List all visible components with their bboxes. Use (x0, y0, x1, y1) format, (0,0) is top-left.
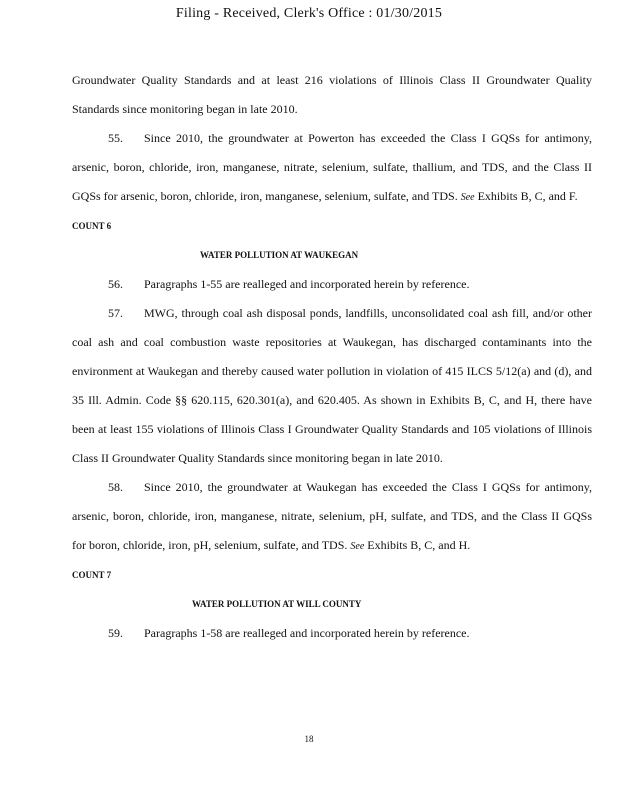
paragraph-text: MWG, through coal ash disposal ponds, landfills, unconsolidated coal ash fill, and/or other coal ash and coal combustion waste repositories at Waukegan, has discharged contaminants into the environment at Waukegan and thereby caused water pollution in violation of 415 ILCS 5/12(a) and (d), and 35 Ill. Admin. Code §§ 620.115, 620.301(a), and 620.405. As shown in Exhibits B, C, and H, there have been at least 155 violations of Illinois Class I Groundwater Quality Standards and 105 violations of Illinois Class II Groundwater Quality Standards since monitoring began in late 2010. (72, 306, 592, 465)
paragraph-number: 58. (108, 480, 123, 494)
count-6-title: WATER POLLUTION AT WAUKEGAN (200, 250, 359, 260)
see-signal: See (460, 192, 475, 203)
paragraph-text: Since 2010, the groundwater at Powerton has exceeded the Class I GQSs for antimony, arsenic, boron, chloride, iron, manganese, nitrate, selenium, sulfate, thallium, and TDS, and the Class II GQSs for arsenic, boron, chloride, iron, manganese, selenium, sulfate, and TDS. (72, 131, 592, 203)
page-number: 18 (304, 734, 314, 744)
paragraph-number: 59. (108, 626, 123, 640)
paragraph-58 (72, 473, 592, 561)
exhibit-reference: Exhibits B, C, and H. (367, 538, 471, 552)
paragraph-text: Paragraphs 1-58 are realleged and incorporated herein by reference. (144, 626, 470, 640)
count-6-label: COUNT 6 (72, 221, 112, 231)
paragraph-55 (72, 124, 592, 212)
paragraph-text: Paragraphs 1-55 are realleged and incorporated herein by reference. (144, 277, 470, 291)
document-body (72, 66, 592, 648)
paragraph-number: 57. (108, 306, 123, 320)
exhibit-reference: Exhibits B, C, and F. (477, 189, 578, 203)
paragraph-number: 55. (108, 131, 123, 145)
paragraph-57 (72, 299, 592, 473)
see-signal: See (350, 541, 365, 552)
paragraph-text: Since 2010, the groundwater at Waukegan has exceeded the Class I GQSs for antimony, arsenic, boron, chloride, iron, manganese, nitrate, selenium, pH, sulfate, and TDS, and the Class II GQSs for boron, chloride, iron, pH, selenium, sulfate, and TDS. (72, 480, 592, 552)
continued-paragraph: Groundwater Quality Standards and at least 216 violations of Illinois Class II Groundwater Quality Standards since monitoring began in late 2010. (72, 73, 592, 116)
count-7-label: COUNT 7 (72, 570, 112, 580)
paragraph-56 (72, 270, 592, 299)
paragraph-number: 56. (108, 277, 123, 291)
count-7-title: WATER POLLUTION AT WILL COUNTY (192, 599, 362, 609)
paragraph-59 (72, 619, 592, 648)
filing-stamp-header: Filing - Received, Clerk's Office : 01/30/2015 (175, 6, 443, 21)
